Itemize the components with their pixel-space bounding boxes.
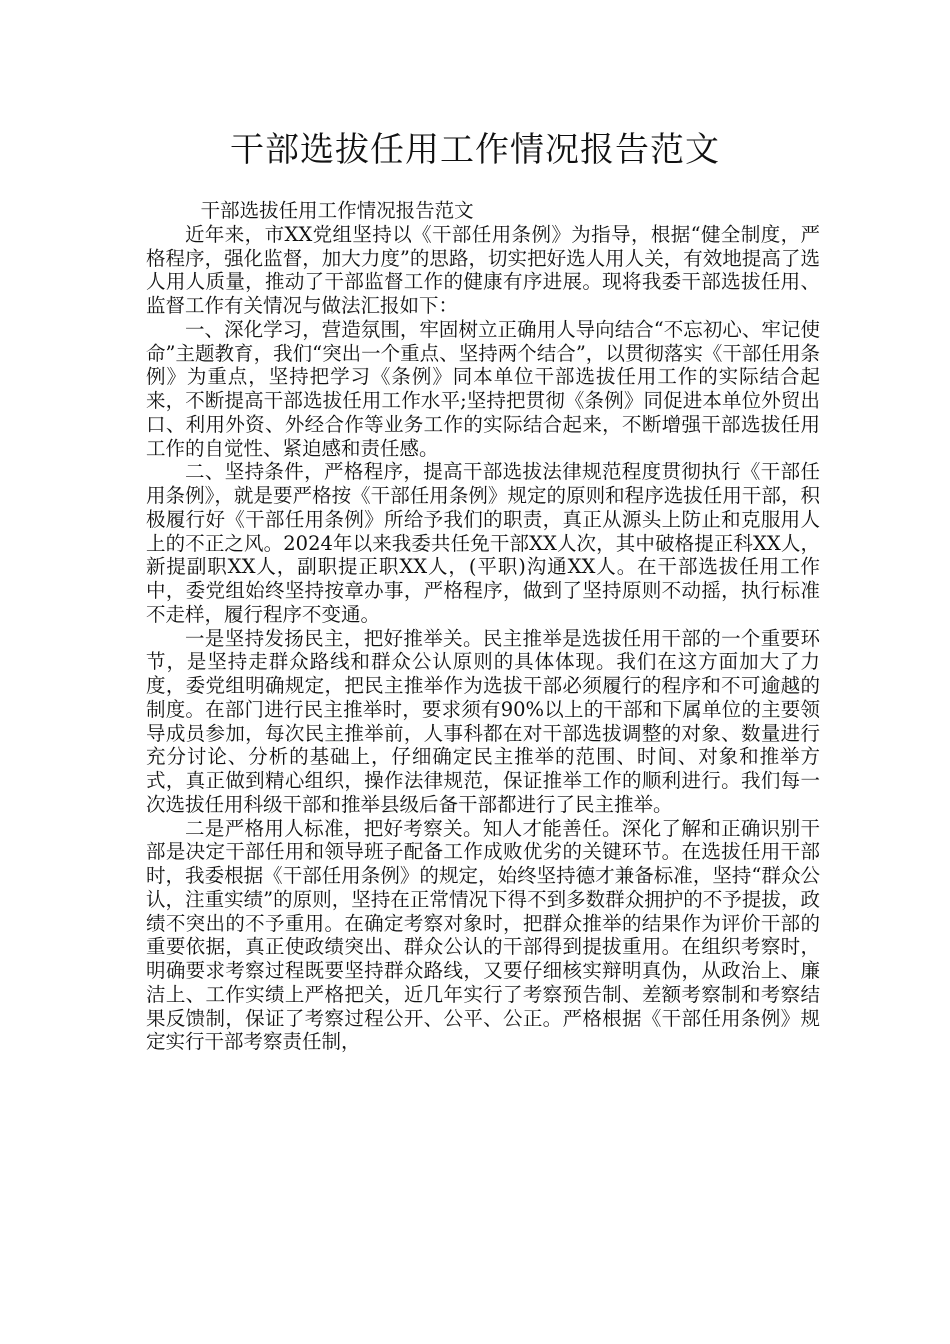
paragraph-section-two: 二、坚持条件，严格程序，提高干部选拔法律规范程度贯彻执行《干部任用条例》，就是要严格按《干部任用条例》规定的原则和程序选拔任用干部，积极履行好《干部任用条例》所给予我们的职责，真正从源头上防止和克服用人上的不正之风。2024年以来我委共任免干部XX人次，其中破格提正科XX人，新提副职XX人，副职提正职XX人，(平职)沟通XX人。在干部选拔任用工作中，委党组始终坚持按章办事，严格程序，做到了坚持原则不动摇，执行标准不走样，履行程序不变通。: [146, 460, 820, 626]
document-body: [146, 199, 820, 1054]
document-title: 干部选拔任用工作情况报告范文: [230, 130, 720, 170]
paragraph-point-two: 二是严格用人标准，把好考察关。知人才能善任。深化了解和正确识别干部是决定干部任用和领导班子配备工作成败优劣的关键环节。在选拔任用干部时，我委根据《干部任用条例》的规定，始终坚持德才兼备标准，坚持“群众公认，注重实绩”的原则，坚持在正常情况下得不到多数群众拥护的不予提拔，政绩不突出的不予重用。在确定考察对象时，把群众推举的结果作为评价干部的重要依据，真正使政绩突出、群众公认的干部得到提拔重用。在组织考察时，明确要求考察过程既要坚持群众路线，又要仔细核实辩明真伪，从政治上、廉洁上、工作实绩上严格把关，近几年实行了考察预告制、差额考察制和考察结果反馈制，保证了考察过程公开、公平、公正。严格根据《干部任用条例》规定实行干部考察责任制，: [146, 816, 820, 1054]
paragraph-section-one: 一、深化学习，营造氛围，牢固树立正确用人导向结合“不忘初心、牢记使命”主题教育，我们“突出一个重点、坚持两个结合”，以贯彻落实《干部任用条例》为重点，坚持把学习《条例》同本单位干部选拔任用工作的实际结合起来，不断提高干部选拔任用工作水平;坚持把贯彻《条例》同促进本单位外贸出口、利用外资、外经合作等业务工作的实际结合起来，不断增强干部选拔任用工作的自觉性、紧迫感和责任感。: [146, 317, 820, 460]
paragraph-intro: 近年来，市XX党组坚持以《干部任用条例》为指导，根据“健全制度，严格程序，强化监督，加大力度”的思路，切实把好选人用人关，有效地提高了选人用人质量，推动了干部监督工作的健康有序进展。现将我委干部选拔任用、监督工作有关情况与做法汇报如下：: [146, 222, 820, 317]
document-subtitle: 干部选拔任用工作情况报告范文: [200, 199, 474, 222]
paragraph-point-one: 一是坚持发扬民主，把好推举关。民主推举是选拔任用干部的一个重要环节，是坚持走群众路线和群众公认原则的具体体现。我们在这方面加大了力度，委党组明确规定，把民主推举作为选拔干部必须履行的程序和不可逾越的制度。在部门进行民主推举时，要求须有90%以上的干部和下属单位的主要领导成员参加，每次民主推举前，人事科都在对干部选拔调整的对象、数量进行充分讨论、分析的基础上，仔细确定民主推举的范围、时间、对象和推举方式，真正做到精心组织，操作法律规范，保证推举工作的顺利进行。我们每一次选拔任用科级干部和推举县级后备干部都进行了民主推举。: [146, 626, 820, 816]
